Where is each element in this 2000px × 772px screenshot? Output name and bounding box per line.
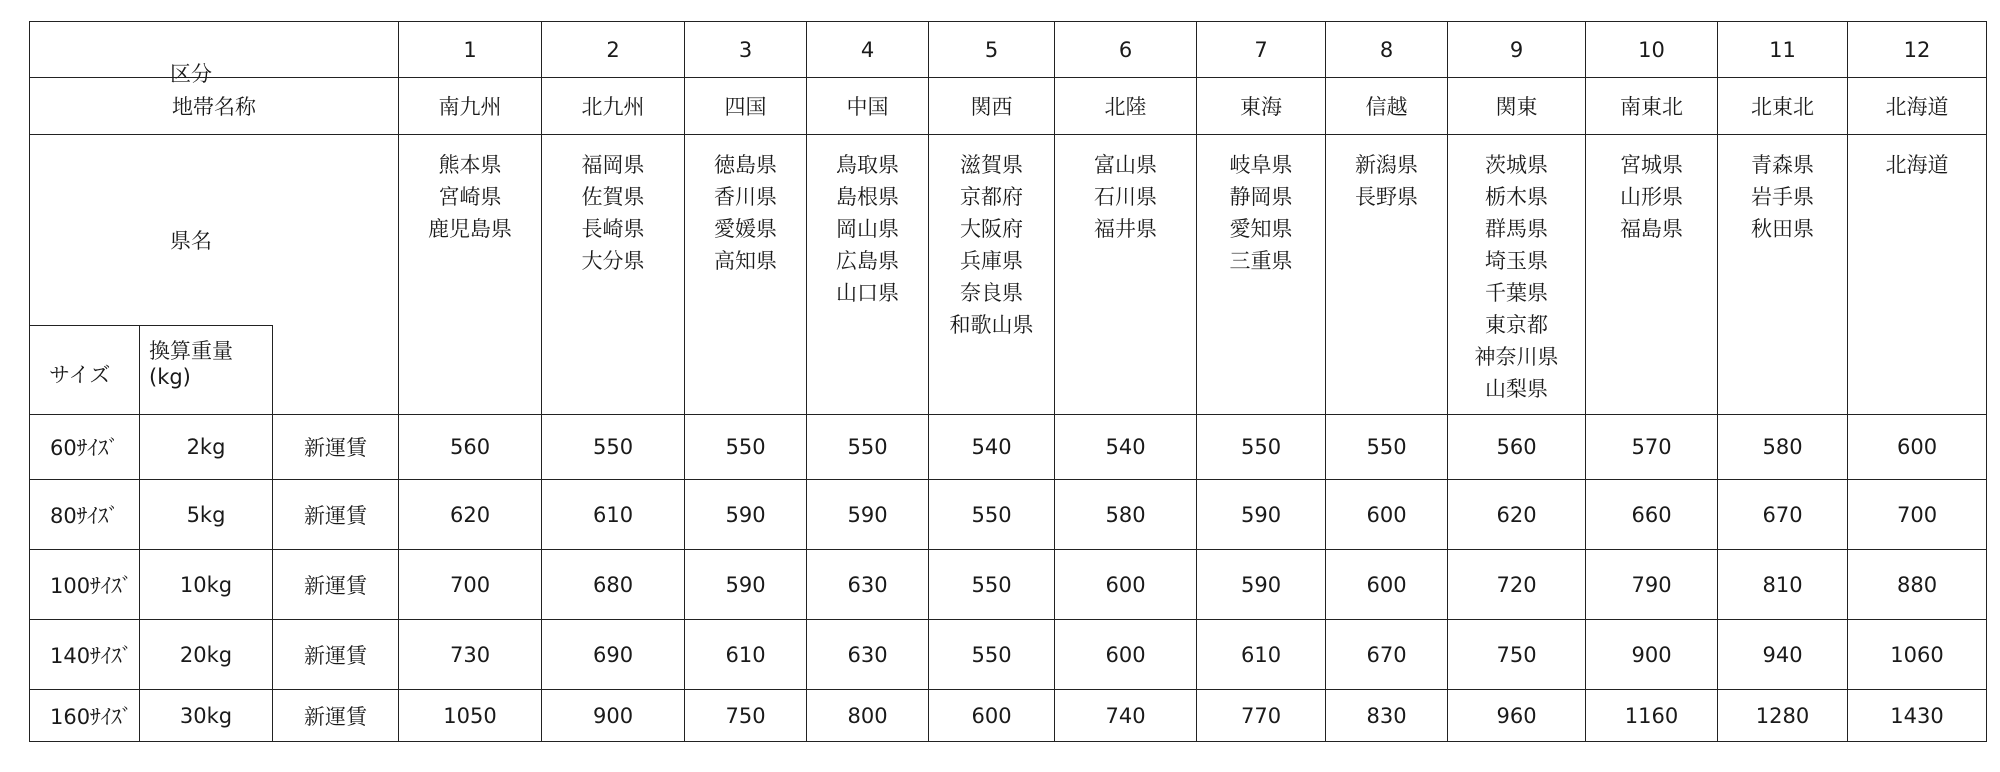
price-cell: 1050 [399,690,542,742]
zone-prefectures-cell: 徳島県 香川県 愛媛県 高知県 [685,135,807,415]
zone-prefectures-cell: 青森県 岩手県 秋田県 [1718,135,1848,415]
kenmei-label: 県名 [170,229,212,253]
price-cell: 740 [1055,690,1197,742]
price-cell: 590 [685,480,807,550]
price-cell: 680 [542,550,685,620]
price-cell: 960 [1448,690,1586,742]
zone-name-cell: 北九州 [542,78,685,135]
price-cell: 620 [399,480,542,550]
zone-prefectures-cell: 茨城県 栃木県 群馬県 埼玉県 千葉県 東京都 神奈川県 山梨県 [1448,135,1586,415]
price-cell: 550 [929,480,1055,550]
price-cell: 810 [1718,550,1848,620]
price-cell: 600 [1055,550,1197,620]
zone-prefectures-cell: 岐阜県 静岡県 愛知県 三重県 [1197,135,1326,415]
price-cell: 750 [1448,620,1586,690]
size-cell: 80ｻｲｽﾞ [30,480,140,550]
price-cell: 550 [929,550,1055,620]
price-cell: 790 [1586,550,1718,620]
price-cell: 940 [1718,620,1848,690]
zone-name-cell: 北陸 [1055,78,1197,135]
zone-number-cell: 11 [1718,22,1848,78]
weight-cell: 5kg [140,480,273,550]
zone-name-cell: 南九州 [399,78,542,135]
price-cell: 670 [1326,620,1448,690]
price-cell: 730 [399,620,542,690]
zone-name-cell: 北東北 [1718,78,1848,135]
zone-name-cell: 四国 [685,78,807,135]
header-row-prefectures [30,135,1987,415]
weight-cell: 20kg [140,620,273,690]
rate-type-cell: 新運賃 [273,620,399,690]
zone-prefectures-cell: 北海道 [1848,135,1987,415]
price-cell: 590 [685,550,807,620]
price-cell: 1430 [1848,690,1987,742]
price-cell: 610 [685,620,807,690]
weight-cell: 30kg [140,690,273,742]
rate-table-wrapper [29,21,1986,743]
kenmei-header-cell [30,135,399,415]
price-cell: 600 [929,690,1055,742]
zone-prefectures-cell: 新潟県 長野県 [1326,135,1448,415]
price-cell: 560 [1448,415,1586,480]
price-cell: 580 [1055,480,1197,550]
zone-prefectures-cell: 富山県 石川県 福井県 [1055,135,1197,415]
price-cell: 560 [399,415,542,480]
price-cell: 620 [1448,480,1586,550]
zone-name-cell: 関東 [1448,78,1586,135]
price-cell: 630 [807,550,929,620]
size-cell: 140ｻｲｽﾞ [30,620,140,690]
zone-number-cell: 6 [1055,22,1197,78]
zone-number-cell: 7 [1197,22,1326,78]
size-label: サイズ [49,363,111,387]
chitai-header-cell: 地帯名称 [30,78,399,135]
zone-number-cell: 1 [399,22,542,78]
zone-number-cell: 9 [1448,22,1586,78]
zone-number-cell: 12 [1848,22,1987,78]
zone-name-cell: 南東北 [1586,78,1718,135]
zone-name-cell: 信越 [1326,78,1448,135]
shipping-rate-table [29,21,1987,742]
price-cell: 550 [1197,415,1326,480]
price-cell: 610 [542,480,685,550]
price-cell: 600 [1326,480,1448,550]
rate-type-cell: 新運賃 [273,415,399,480]
price-cell: 550 [807,415,929,480]
price-cell: 590 [1197,550,1326,620]
price-cell: 570 [1586,415,1718,480]
price-row [30,415,1987,480]
price-cell: 880 [1848,550,1987,620]
size-cell: 100ｻｲｽﾞ [30,550,140,620]
zone-name-cell: 中国 [807,78,929,135]
zone-prefectures-cell: 熊本県 宮崎県 鹿児島県 [399,135,542,415]
price-cell: 630 [807,620,929,690]
header-row-zone-name [30,78,1987,135]
zone-number-cell: 3 [685,22,807,78]
price-cell: 590 [1197,480,1326,550]
price-cell: 540 [1055,415,1197,480]
zone-name-cell: 北海道 [1848,78,1987,135]
zone-number-cell: 8 [1326,22,1448,78]
weight-cell: 2kg [140,415,273,480]
zone-number-cell: 10 [1586,22,1718,78]
price-cell: 670 [1718,480,1848,550]
price-cell: 1160 [1586,690,1718,742]
price-cell: 1280 [1718,690,1848,742]
price-row [30,690,1987,742]
price-cell: 540 [929,415,1055,480]
price-cell: 900 [1586,620,1718,690]
zone-number-cell: 5 [929,22,1055,78]
price-row [30,480,1987,550]
price-cell: 770 [1197,690,1326,742]
price-cell: 690 [542,620,685,690]
price-cell: 750 [685,690,807,742]
price-cell: 610 [1197,620,1326,690]
kubun-header-cell [30,22,399,86]
price-cell: 660 [1586,480,1718,550]
zone-number-cell: 4 [807,22,929,78]
weight-label: 換算重量(kg) [149,339,233,389]
rate-type-cell: 新運賃 [273,690,399,742]
zone-name-cell: 東海 [1197,78,1326,135]
price-cell: 900 [542,690,685,742]
rate-type-cell: 新運賃 [273,480,399,550]
price-row [30,550,1987,620]
zone-prefectures-cell: 鳥取県 島根県 岡山県 広島県 山口県 [807,135,929,415]
price-cell: 700 [399,550,542,620]
price-row [30,620,1987,690]
price-cell: 720 [1448,550,1586,620]
size-cell: 60ｻｲｽﾞ [30,415,140,480]
price-cell: 830 [1326,690,1448,742]
zone-prefectures-cell: 宮城県 山形県 福島県 [1586,135,1718,415]
price-cell: 600 [1055,620,1197,690]
zone-prefectures-cell: 滋賀県 京都府 大阪府 兵庫県 奈良県 和歌山県 [929,135,1055,415]
rate-type-cell: 新運賃 [273,550,399,620]
kubun-label: 区分 [170,62,212,86]
price-cell: 550 [542,415,685,480]
weight-cell: 10kg [140,550,273,620]
price-cell: 800 [807,690,929,742]
price-cell: 590 [807,480,929,550]
price-cell: 600 [1326,550,1448,620]
zone-name-cell: 関西 [929,78,1055,135]
price-cell: 550 [685,415,807,480]
price-cell: 550 [929,620,1055,690]
price-cell: 580 [1718,415,1848,480]
zone-prefectures-cell: 福岡県 佐賀県 長崎県 大分県 [542,135,685,415]
header-row-zone-number [30,22,1987,78]
size-cell: 160ｻｲｽﾞ [30,690,140,742]
size-header-cell [29,325,140,415]
price-cell: 1060 [1848,620,1987,690]
price-cell: 600 [1848,415,1987,480]
price-cell: 550 [1326,415,1448,480]
price-cell: 700 [1848,480,1987,550]
zone-number-cell: 2 [542,22,685,78]
weight-header-cell [139,325,273,415]
